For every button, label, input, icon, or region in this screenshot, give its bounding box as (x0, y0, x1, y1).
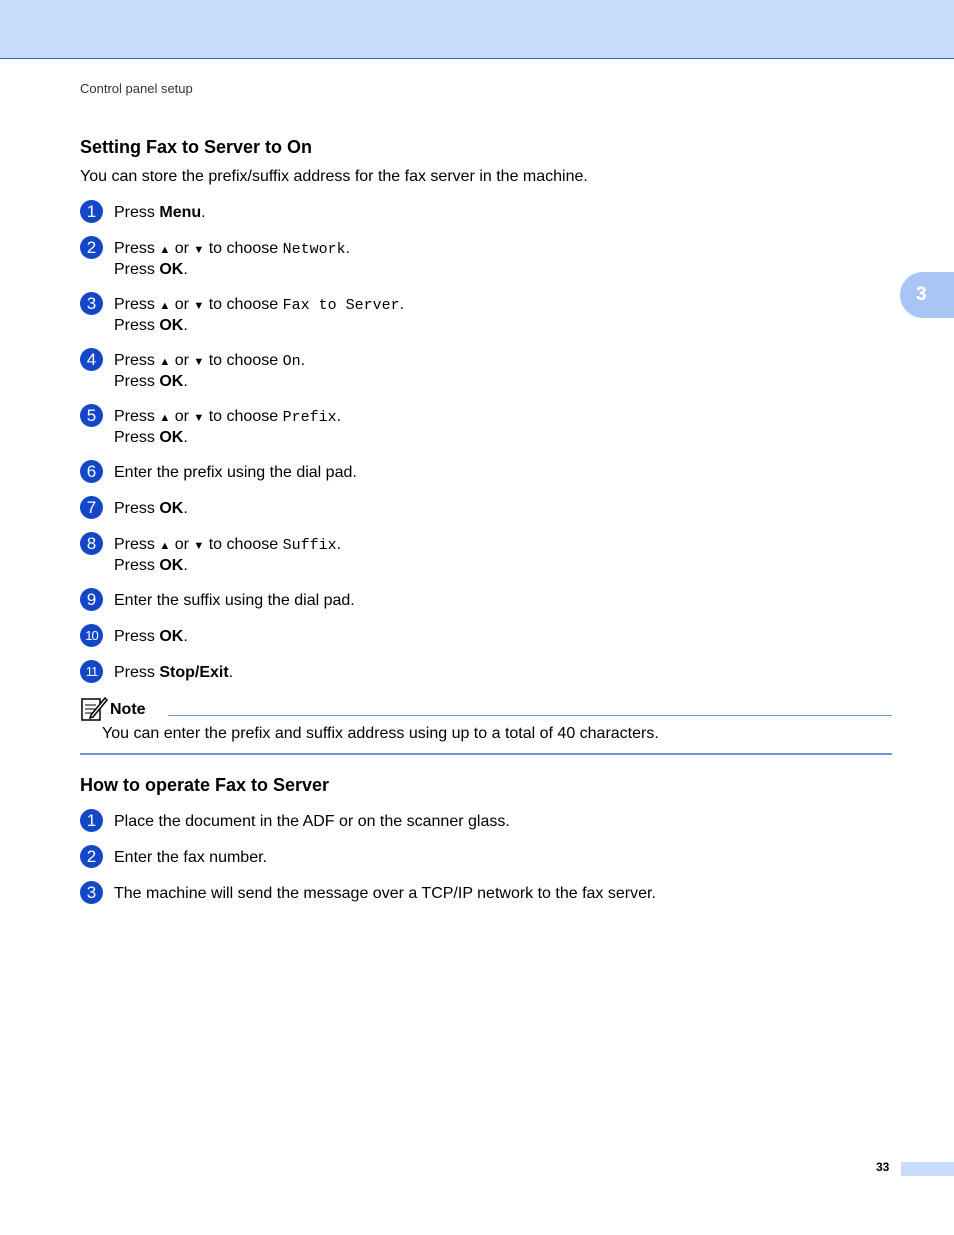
ok-key: OK (159, 500, 184, 517)
menu-value: Fax to Server (282, 297, 400, 314)
stop-exit-key: Stop/Exit (159, 664, 229, 681)
step-number: 11 (80, 660, 103, 683)
note-divider (168, 715, 892, 716)
step-number: 7 (80, 496, 103, 519)
intro-text: You can store the prefix/suffix address for the fax server in the machine. (80, 168, 588, 185)
step-text: Press ▲ or ▼ to choose Network. Press OK. (114, 240, 351, 278)
header-band (0, 0, 954, 59)
down-arrow-icon: ▼ (193, 244, 205, 256)
step-number: 4 (80, 348, 103, 371)
step-number: 9 (80, 588, 103, 611)
step-text: Enter the suffix using the dial pad. (114, 592, 355, 609)
step-number: 3 (80, 881, 103, 904)
step-number: 5 (80, 404, 103, 427)
up-arrow-icon: ▲ (159, 300, 171, 312)
down-arrow-icon: ▼ (193, 412, 205, 424)
step-number: 3 (80, 292, 103, 315)
section-title: Setting Fax to Server to On (80, 137, 313, 157)
note-box (80, 694, 892, 754)
page-number: 33 (876, 1160, 890, 1174)
up-arrow-icon: ▲ (159, 540, 171, 552)
step-text: Press OK. (114, 500, 188, 517)
section-title: How to operate Fax to Server (80, 775, 330, 795)
note-divider (80, 753, 892, 755)
note-pencil-icon (80, 694, 108, 722)
ok-key: OK (159, 429, 184, 446)
ok-key: OK (159, 373, 184, 390)
step-text: Press OK. (114, 628, 188, 645)
ok-key: OK (159, 557, 184, 574)
up-arrow-icon: ▲ (159, 356, 171, 368)
step-text: Press ▲ or ▼ to choose On. Press OK. (114, 352, 306, 390)
step-number: 2 (80, 236, 103, 259)
step-number: 1 (80, 809, 103, 832)
menu-value: On (282, 353, 301, 370)
step-text: The machine will send the message over a TCP/IP network to the fax server. (114, 885, 656, 902)
menu-key: Menu (159, 204, 202, 221)
menu-value: Network (282, 241, 346, 258)
chapter-number: 3 (916, 284, 927, 305)
step-number: 10 (80, 624, 103, 647)
step-text: Press Stop/Exit. (114, 664, 234, 681)
step-number: 1 (80, 200, 103, 223)
step-text: Place the document in the ADF or on the scanner glass. (114, 813, 510, 830)
note-label: Note (110, 701, 146, 718)
chapter-tab[interactable] (900, 272, 954, 318)
footer-bar (901, 1162, 954, 1176)
menu-value: Suffix (282, 537, 337, 554)
step-number: 2 (80, 845, 103, 868)
step-text: Press ▲ or ▼ to choose Fax to Server. Press OK. (114, 296, 405, 334)
ok-key: OK (159, 317, 184, 334)
down-arrow-icon: ▼ (193, 540, 205, 552)
down-arrow-icon: ▼ (193, 300, 205, 312)
up-arrow-icon: ▲ (159, 244, 171, 256)
ok-key: OK (159, 628, 184, 645)
step-text: Enter the prefix using the dial pad. (114, 464, 357, 481)
breadcrumb: Control panel setup (80, 81, 193, 96)
menu-value: Prefix (282, 409, 337, 426)
step-number: 6 (80, 460, 103, 483)
step-text: Press ▲ or ▼ to choose Suffix. Press OK. (114, 536, 342, 574)
up-arrow-icon: ▲ (159, 412, 171, 424)
note-text: You can enter the prefix and suffix address using up to a total of 40 characters. (102, 725, 659, 742)
down-arrow-icon: ▼ (193, 356, 205, 368)
ok-key: OK (159, 261, 184, 278)
step-text: Press Menu. (114, 204, 206, 221)
step-number: 8 (80, 532, 103, 555)
step-text: Enter the fax number. (114, 849, 267, 866)
step-text: Press ▲ or ▼ to choose Prefix. Press OK. (114, 408, 342, 446)
